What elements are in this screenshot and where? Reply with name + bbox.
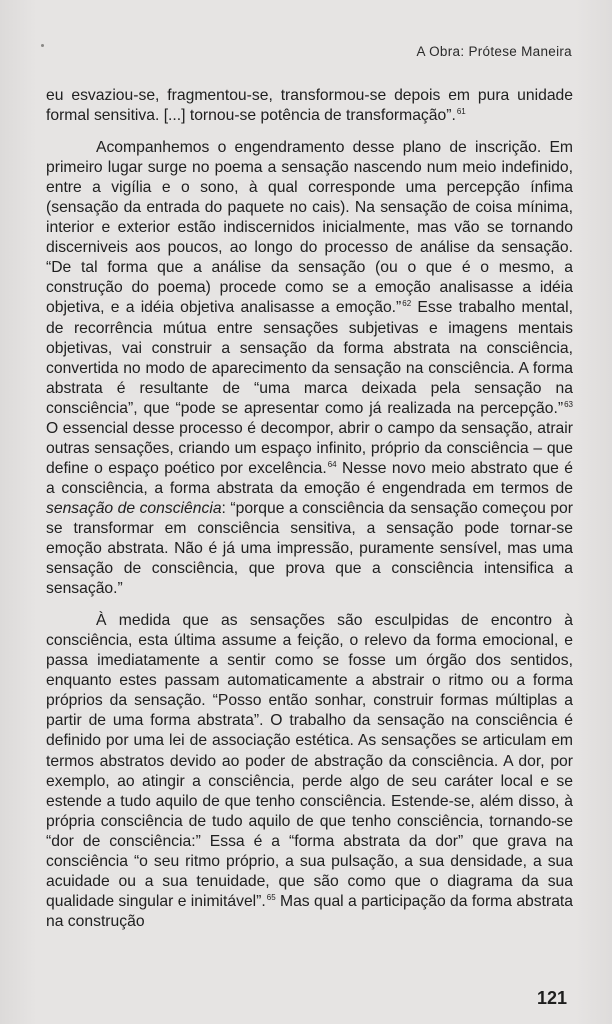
italic-term: sensação de consciência [46, 499, 222, 517]
text-run: À medida que as sensações são esculpidas de encontro à consciência, esta última assume a feição, o relevo da forma emocional, e passa imediatamente a sentir como se fosse um órgão dos sentidos, enquanto estes passam automaticamente a abstrair o ritmo ou a forma próprios da sensação. “Posso então sonhar, construir formas múltiplas a partir de uma forma abstrata”. O trabalho da sensação na consciência é definido por uma lei de associação estética. As sensações se articulam em termos abstratos devido ao poder de abstração da consciência. A dor, por exemplo, ao atingir a consciência, perde algo de seu caráter local e se estende a tudo aquilo de que tenho consciência. Estende-se, além disso, à própria consciência de tudo aquilo de que tenho consciência, tornando-se “dor de consciência:” Essa é a “forma abstrata da dor” que grava na consciência “o seu ritmo próprio, a sua pulsação, a sua densidade, a sua acuidade ou a sua tenuidade, que são como que o diagrama da sua qualidade singular e inimitável”. [46, 612, 573, 910]
paragraph [46, 86, 573, 126]
text-run: Mas qual a participação da forma abstrata na construção [46, 892, 574, 930]
body-text [46, 86, 573, 932]
footnote-marker: 65 [266, 892, 276, 902]
running-header: A Obra: Prótese Maneira [416, 44, 572, 59]
page-number: 121 [536, 988, 567, 1008]
text-run: eu esvaziou-se, fragmentou-se, transformou-se depois em pura unidade formal sensitiva. [...] tornou-se potência de transformação”. [46, 87, 573, 125]
footnote-marker: 64 [327, 459, 337, 469]
footnote-marker: 63 [564, 399, 573, 409]
paragraph [46, 138, 573, 599]
text-run: Nesse novo meio abstrato que é a consciência, a forma abstrata da emoção é engendrada em termos de [46, 459, 573, 497]
footnote-marker: 61 [456, 107, 466, 117]
paragraph [46, 611, 573, 932]
text-run: Esse trabalho mental, de recorrência mútua entre sensações subjetivas e imagens mentais objetivas, vai construir a sensação da forma abstrata na consciência, convertida no modo de aparecimento da sensação na consciência. A forma abstrata é resultante de “uma marca deixada pela sensação na consciência”, que “pode se apresentar como já realizada na percepção.” [46, 299, 573, 417]
text-run: Acompanhemos o engendramento desse plano de inscrição. Em primeiro lugar surge no poema a sensação nascendo num meio indefinido, entre a vigília e o sono, à qual corresponde uma percepção ínfima (sensação da entrada do paquete no cais). Na sensação de coisa mínima, interior e exterior estão indiscernidos inicialmente, mas vão se tornando discerniveis aos poucos, ao longo do processo de análise da sensação. “De tal forma que a análise da sensação (ou o que é o mesmo, a construção do poema) procede como se a emoção analisasse a idéia objetiva, e a idéia objetiva analisasse a emoção.” [46, 139, 573, 317]
text-run: O essencial desse processo é decompor, abrir o campo da sensação, atrair outras sensações, criando um espaço infinito, próprio da consciência – que define o espaço poético por excelência. [46, 419, 573, 477]
footnote-marker: 62 [402, 299, 412, 309]
text-run: : “porque a consciência da sensação começou por se transformar em consciência sensitiva, a sensação pode tornar-se emoção abstrata. Não é já uma impressão, puramente sensível, mas uma sensação de consciência, que prova que a consciência intensifica a sensação.” [46, 499, 573, 598]
paper-speck [41, 44, 44, 47]
